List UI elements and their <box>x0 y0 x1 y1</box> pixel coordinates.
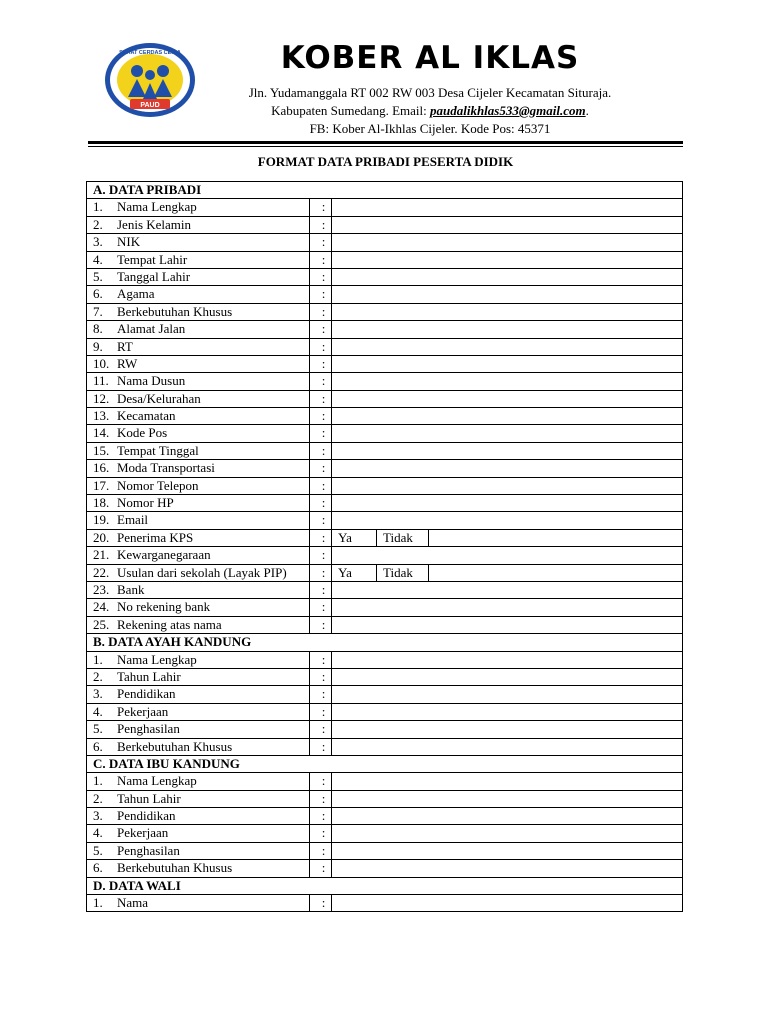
form-row <box>87 581 683 598</box>
colon-separator: : <box>310 408 332 425</box>
colon-separator: : <box>310 895 332 912</box>
field-label-text: Alamat Jalan <box>117 321 186 337</box>
field-label <box>87 390 310 407</box>
form-row <box>87 408 683 425</box>
section-heading-row <box>87 182 683 199</box>
field-label-text: Nomor HP <box>117 495 174 511</box>
field-number: 3. <box>93 234 103 250</box>
letterhead <box>0 0 768 150</box>
colon-separator: : <box>310 860 332 877</box>
form-row <box>87 268 683 285</box>
field-number: 15. <box>93 442 110 458</box>
address-line-2 <box>220 103 640 119</box>
field-label-text: Usulan dari sekolah (Layak PIP) <box>117 564 287 580</box>
field-label <box>87 860 310 877</box>
form-row <box>87 651 683 668</box>
field-label-text: Berkebutuhan Khusus <box>117 303 233 319</box>
colon-separator: : <box>310 564 332 581</box>
field-number: 1. <box>93 773 103 789</box>
form-row <box>87 668 683 685</box>
field-label-text: Berkebutuhan Khusus <box>117 860 233 876</box>
field-label-text: Nama Lengkap <box>117 199 197 215</box>
form-row <box>87 703 683 720</box>
field-label-text: Kecamatan <box>117 408 176 424</box>
field-number: 24. <box>93 599 110 615</box>
field-number: 25. <box>93 616 110 632</box>
form-row <box>87 355 683 372</box>
form-body <box>87 182 683 912</box>
field-number: 18. <box>93 495 110 511</box>
form-row <box>87 303 683 320</box>
field-label-text: RT <box>117 338 133 354</box>
form-row <box>87 442 683 459</box>
field-label-text: Tahun Lahir <box>117 790 181 806</box>
colon-separator: : <box>310 216 332 233</box>
email-link[interactable]: paudalikhlas533@gmail.com <box>429 103 586 118</box>
field-label <box>87 721 310 738</box>
address-line-2-prefix: Kabupaten Sumedang. Email: <box>271 103 430 118</box>
field-number: 6. <box>93 286 103 302</box>
colon-separator: : <box>310 251 332 268</box>
field-label <box>87 199 310 216</box>
colon-separator: : <box>310 355 332 372</box>
field-number: 2. <box>93 668 103 684</box>
form-row <box>87 251 683 268</box>
field-label-text: RW <box>117 355 138 371</box>
field-label <box>87 895 310 912</box>
field-value[interactable] <box>332 860 683 877</box>
option-no[interactable]: Tidak <box>377 564 429 581</box>
field-number: 8. <box>93 321 103 337</box>
field-label <box>87 303 310 320</box>
field-label <box>87 216 310 233</box>
form-row <box>87 425 683 442</box>
form-row <box>87 286 683 303</box>
colon-separator: : <box>310 390 332 407</box>
field-number: 21. <box>93 547 110 563</box>
field-number: 19. <box>93 512 110 528</box>
field-value[interactable] <box>332 390 683 407</box>
field-label <box>87 842 310 859</box>
field-label-text: Rekening atas nama <box>117 616 222 632</box>
colon-separator: : <box>310 686 332 703</box>
field-label <box>87 512 310 529</box>
field-label-text: Moda Transportasi <box>117 460 215 476</box>
logo-motto-text: SEHAT CERDAS CERIA <box>119 50 181 56</box>
field-label-text: Bank <box>117 581 145 597</box>
field-number: 6. <box>93 860 103 876</box>
field-label-text: Berkebutuhan Khusus <box>117 738 233 754</box>
field-label-text: Agama <box>117 286 155 302</box>
field-label <box>87 408 310 425</box>
option-yes[interactable]: Ya <box>332 529 377 546</box>
colon-separator: : <box>310 599 332 616</box>
colon-separator: : <box>310 477 332 494</box>
field-value[interactable] <box>332 721 683 738</box>
field-label <box>87 321 310 338</box>
field-value[interactable] <box>332 355 683 372</box>
form-row <box>87 460 683 477</box>
option-yes[interactable]: Ya <box>332 564 377 581</box>
field-label <box>87 564 310 581</box>
colon-separator: : <box>310 721 332 738</box>
field-value[interactable] <box>332 408 683 425</box>
option-no[interactable]: Tidak <box>377 529 429 546</box>
colon-separator: : <box>310 808 332 825</box>
form-row <box>87 686 683 703</box>
field-label <box>87 355 310 372</box>
field-number: 5. <box>93 268 103 284</box>
field-label <box>87 477 310 494</box>
form-row <box>87 390 683 407</box>
field-value[interactable] <box>332 895 683 912</box>
field-number: 6. <box>93 738 103 754</box>
field-label <box>87 581 310 598</box>
colon-separator: : <box>310 321 332 338</box>
colon-separator: : <box>310 703 332 720</box>
field-label-text: Pendidikan <box>117 686 176 702</box>
field-value[interactable] <box>332 547 683 564</box>
form-row <box>87 773 683 790</box>
field-value[interactable] <box>332 373 683 390</box>
field-value[interactable] <box>332 651 683 668</box>
field-label-text: Jenis Kelamin <box>117 216 192 232</box>
field-number: 11. <box>93 373 109 389</box>
field-label <box>87 460 310 477</box>
colon-separator: : <box>310 425 332 442</box>
field-number: 14. <box>93 425 110 441</box>
field-value[interactable] <box>332 581 683 598</box>
field-value[interactable] <box>332 460 683 477</box>
field-label-text: Pekerjaan <box>117 825 169 841</box>
colon-separator: : <box>310 738 332 755</box>
header-divider-thin <box>88 146 683 147</box>
form-row <box>87 216 683 233</box>
field-label-text: Desa/Kelurahan <box>117 390 201 406</box>
field-label <box>87 790 310 807</box>
form-row <box>87 808 683 825</box>
field-label <box>87 825 310 842</box>
colon-separator: : <box>310 373 332 390</box>
field-label <box>87 547 310 564</box>
field-number: 3. <box>93 808 103 824</box>
field-number: 1. <box>93 199 103 215</box>
colon-separator: : <box>310 199 332 216</box>
form-row <box>87 895 683 912</box>
form-row <box>87 234 683 251</box>
field-value[interactable] <box>332 216 683 233</box>
form-row <box>87 860 683 877</box>
form-row <box>87 825 683 842</box>
field-label-text: Penerima KPS <box>117 529 194 545</box>
form-row <box>87 564 683 581</box>
field-label <box>87 616 310 633</box>
field-label-text: Tahun Lahir <box>117 668 181 684</box>
section-heading-row <box>87 877 683 894</box>
field-label-text: Tanggal Lahir <box>117 268 191 284</box>
field-number: 2. <box>93 790 103 806</box>
field-value[interactable] <box>332 477 683 494</box>
field-label-text: Email <box>117 512 149 528</box>
colon-separator: : <box>310 825 332 842</box>
form-row <box>87 721 683 738</box>
field-label-text: Nama Lengkap <box>117 651 197 667</box>
field-label <box>87 251 310 268</box>
colon-separator: : <box>310 460 332 477</box>
field-value[interactable] <box>332 338 683 355</box>
field-value[interactable] <box>429 529 683 546</box>
field-value[interactable] <box>332 738 683 755</box>
paud-logo-icon <box>104 41 196 119</box>
colon-separator: : <box>310 790 332 807</box>
colon-separator: : <box>310 338 332 355</box>
form-row <box>87 842 683 859</box>
field-value[interactable] <box>332 442 683 459</box>
field-number: 22. <box>93 564 110 580</box>
header-divider-thick <box>88 141 683 144</box>
field-label-text: Tempat Lahir <box>117 251 188 267</box>
form-row <box>87 790 683 807</box>
field-number: 7. <box>93 303 103 319</box>
field-number: 10. <box>93 355 110 371</box>
form-row <box>87 495 683 512</box>
field-label <box>87 668 310 685</box>
field-label <box>87 495 310 512</box>
field-value[interactable] <box>332 599 683 616</box>
student-data-form <box>86 181 683 912</box>
field-number: 20. <box>93 529 110 545</box>
field-value[interactable] <box>332 808 683 825</box>
field-number: 4. <box>93 825 103 841</box>
field-label <box>87 234 310 251</box>
field-label-text: Kewarganegaraan <box>117 547 211 563</box>
field-label <box>87 286 310 303</box>
field-number: 2. <box>93 216 103 232</box>
field-number: 12. <box>93 390 110 406</box>
field-value[interactable] <box>429 564 683 581</box>
field-label <box>87 529 310 546</box>
form-row <box>87 529 683 546</box>
field-number: 1. <box>93 895 103 911</box>
form-row <box>87 199 683 216</box>
field-value[interactable] <box>332 842 683 859</box>
form-row <box>87 738 683 755</box>
field-value[interactable] <box>332 199 683 216</box>
school-name: KOBER AL IKLAS <box>280 40 580 76</box>
field-value[interactable] <box>332 234 683 251</box>
field-label <box>87 651 310 668</box>
field-label-text: Kode Pos <box>117 425 168 441</box>
field-label <box>87 599 310 616</box>
field-number: 9. <box>93 338 103 354</box>
address-line-2-suffix: . <box>585 103 589 118</box>
colon-separator: : <box>310 268 332 285</box>
document-title: FORMAT DATA PRIBADI PESERTA DIDIK <box>257 154 514 169</box>
field-value[interactable] <box>332 773 683 790</box>
field-label-text: Nama Dusun <box>117 373 186 389</box>
section-heading-row <box>87 755 683 772</box>
field-value[interactable] <box>332 616 683 633</box>
field-label-text: Pendidikan <box>117 808 176 824</box>
field-label-text: No rekening bank <box>117 599 211 615</box>
field-label <box>87 738 310 755</box>
field-label <box>87 773 310 790</box>
section-heading: C. DATA IBU KANDUNG <box>87 755 683 772</box>
field-label <box>87 686 310 703</box>
field-value[interactable] <box>332 703 683 720</box>
section-heading-row <box>87 634 683 651</box>
logo-ribbon-text: PAUD <box>140 102 160 109</box>
field-value[interactable] <box>332 495 683 512</box>
field-value[interactable] <box>332 425 683 442</box>
field-label <box>87 338 310 355</box>
field-label <box>87 442 310 459</box>
field-label-text: Nama <box>117 895 149 911</box>
field-number: 17. <box>93 477 110 493</box>
field-value[interactable] <box>332 303 683 320</box>
field-value[interactable] <box>332 512 683 529</box>
colon-separator: : <box>310 286 332 303</box>
field-label <box>87 808 310 825</box>
field-value[interactable] <box>332 251 683 268</box>
field-label-text: NIK <box>117 234 141 250</box>
field-number: 5. <box>93 721 103 737</box>
field-label-text: Tempat Tinggal <box>117 442 199 458</box>
colon-separator: : <box>310 512 332 529</box>
colon-separator: : <box>310 651 332 668</box>
colon-separator: : <box>310 495 332 512</box>
field-label-text: Nomor Telepon <box>117 477 199 493</box>
section-heading: B. DATA AYAH KANDUNG <box>87 634 683 651</box>
colon-separator: : <box>310 234 332 251</box>
field-value[interactable] <box>332 790 683 807</box>
field-number: 16. <box>93 460 110 476</box>
field-value[interactable] <box>332 825 683 842</box>
form-row <box>87 599 683 616</box>
field-label-text: Nama Lengkap <box>117 773 197 789</box>
field-label <box>87 373 310 390</box>
form-row <box>87 477 683 494</box>
field-value[interactable] <box>332 668 683 685</box>
field-number: 13. <box>93 408 110 424</box>
field-number: 3. <box>93 686 103 702</box>
field-label-text: Penghasilan <box>117 721 180 737</box>
address-line-3: FB: Kober Al-Ikhlas Cijeler. Kode Pos: 45371 <box>309 121 551 136</box>
colon-separator: : <box>310 616 332 633</box>
form-row <box>87 512 683 529</box>
field-value[interactable] <box>332 686 683 703</box>
colon-separator: : <box>310 773 332 790</box>
colon-separator: : <box>310 842 332 859</box>
colon-separator: : <box>310 668 332 685</box>
colon-separator: : <box>310 547 332 564</box>
field-label <box>87 703 310 720</box>
field-number: 4. <box>93 251 103 267</box>
section-heading: A. DATA PRIBADI <box>87 182 683 199</box>
colon-separator: : <box>310 529 332 546</box>
address-line-1: Jln. Yudamanggala RT 002 RW 003 Desa Cijeler Kecamatan Situraja. <box>248 85 612 100</box>
form-row <box>87 616 683 633</box>
field-number: 23. <box>93 581 110 597</box>
section-heading: D. DATA WALI <box>87 877 683 894</box>
field-number: 1. <box>93 651 103 667</box>
form-row <box>87 373 683 390</box>
form-row <box>87 547 683 564</box>
form-row <box>87 338 683 355</box>
field-number: 5. <box>93 842 103 858</box>
field-label-text: Penghasilan <box>117 842 180 858</box>
field-label <box>87 425 310 442</box>
colon-separator: : <box>310 303 332 320</box>
colon-separator: : <box>310 581 332 598</box>
field-label <box>87 268 310 285</box>
field-number: 4. <box>93 703 103 719</box>
field-value[interactable] <box>332 286 683 303</box>
colon-separator: : <box>310 442 332 459</box>
field-value[interactable] <box>332 321 683 338</box>
form-row <box>87 321 683 338</box>
field-label-text: Pekerjaan <box>117 703 169 719</box>
field-value[interactable] <box>332 268 683 285</box>
